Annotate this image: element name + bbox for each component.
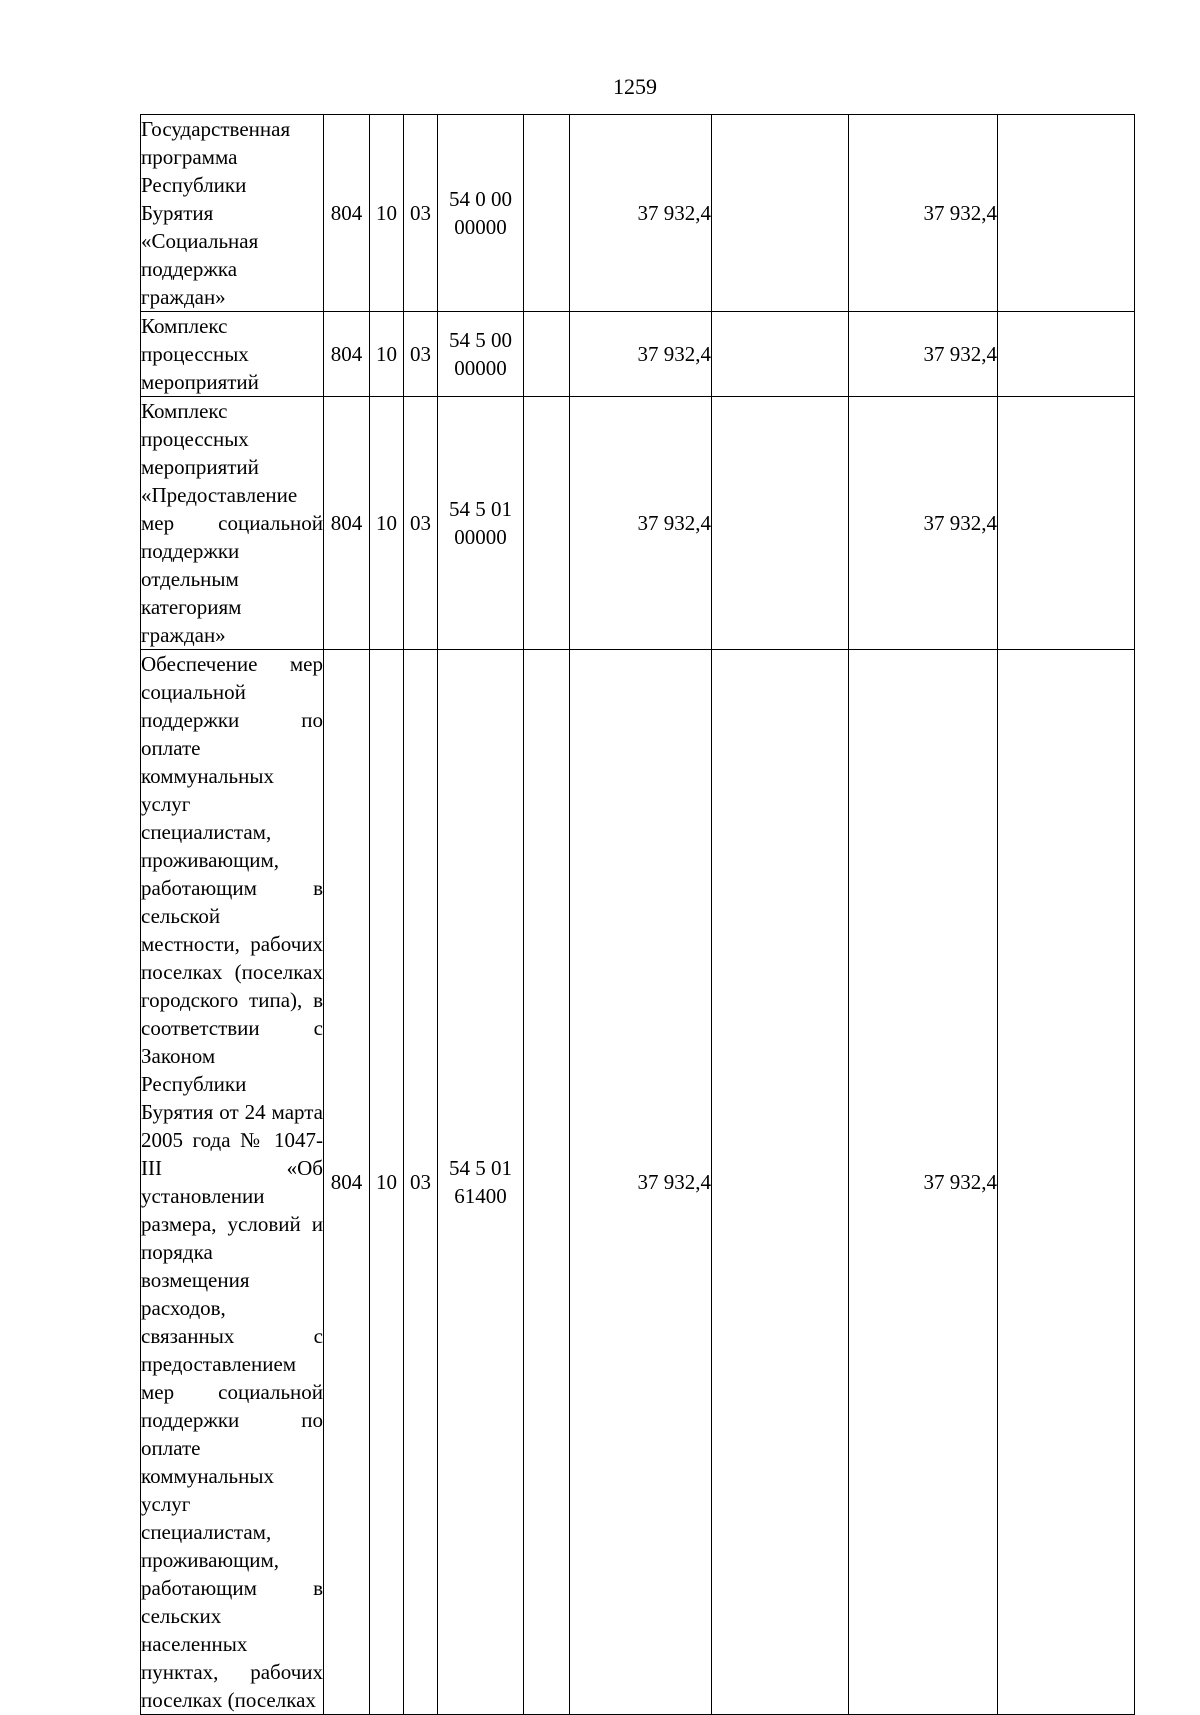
target-article-code: 54 0 00 00000 bbox=[438, 115, 524, 312]
table-row bbox=[141, 397, 1135, 650]
section-code: 10 bbox=[370, 115, 404, 312]
amount-4 bbox=[998, 312, 1135, 397]
amount-total: 37 932,4 bbox=[570, 650, 712, 1715]
amount-2 bbox=[712, 397, 849, 650]
table-row bbox=[141, 650, 1135, 1715]
amount-2 bbox=[712, 115, 849, 312]
target-article-code: 54 5 01 61400 bbox=[438, 650, 524, 1715]
expense-type-code bbox=[524, 650, 570, 1715]
amount-3: 37 932,4 bbox=[849, 312, 998, 397]
section-code: 10 bbox=[370, 650, 404, 1715]
amount-2 bbox=[712, 312, 849, 397]
table-row bbox=[141, 312, 1135, 397]
expense-type-code bbox=[524, 312, 570, 397]
subsection-code: 03 bbox=[404, 312, 438, 397]
table-row bbox=[141, 115, 1135, 312]
amount-total: 37 932,4 bbox=[570, 312, 712, 397]
amount-total: 37 932,4 bbox=[570, 397, 712, 650]
row-description: Комплекс процессных мероприятий «Предоставление мер социальной поддержки отдельным категориям граждан» bbox=[141, 397, 324, 650]
amount-3: 37 932,4 bbox=[849, 650, 998, 1715]
amount-4 bbox=[998, 650, 1135, 1715]
amount-4 bbox=[998, 397, 1135, 650]
amount-2 bbox=[712, 650, 849, 1715]
expense-type-code bbox=[524, 115, 570, 312]
subsection-code: 03 bbox=[404, 650, 438, 1715]
row-description: Комплекс процессных мероприятий bbox=[141, 312, 324, 397]
amount-3: 37 932,4 bbox=[849, 115, 998, 312]
section-code: 10 bbox=[370, 312, 404, 397]
amount-4 bbox=[998, 115, 1135, 312]
page-number: 1259 bbox=[613, 74, 657, 99]
subsection-code: 03 bbox=[404, 115, 438, 312]
amount-3: 37 932,4 bbox=[849, 397, 998, 650]
ministry-code: 804 bbox=[324, 115, 370, 312]
row-description: Государственная программа Республики Бурятия «Социальная поддержка граждан» bbox=[141, 115, 324, 312]
section-code: 10 bbox=[370, 397, 404, 650]
ministry-code: 804 bbox=[324, 312, 370, 397]
ministry-code: 804 bbox=[324, 397, 370, 650]
target-article-code: 54 5 01 00000 bbox=[438, 397, 524, 650]
subsection-code: 03 bbox=[404, 397, 438, 650]
amount-total: 37 932,4 bbox=[570, 115, 712, 312]
row-description: Обеспечение мер социальной поддержки по оплате коммунальных услуг специалистам, проживающим, работающим в сельской местности, рабочих поселках (поселках городского типа), в соответствии с Законом Республики Бурятия от 24 марта 2005 года № 1047-III «Об установлении размера, условий и порядка возмещения расходов, связанных с предоставлением мер социальной поддержки по оплате коммунальных услуг специалистам, проживающим, работающим в сельских населенных пунктах, рабочих поселках (поселках bbox=[141, 650, 324, 1715]
expense-type-code bbox=[524, 397, 570, 650]
target-article-code: 54 5 00 00000 bbox=[438, 312, 524, 397]
budget-table bbox=[140, 114, 1135, 1715]
ministry-code: 804 bbox=[324, 650, 370, 1715]
